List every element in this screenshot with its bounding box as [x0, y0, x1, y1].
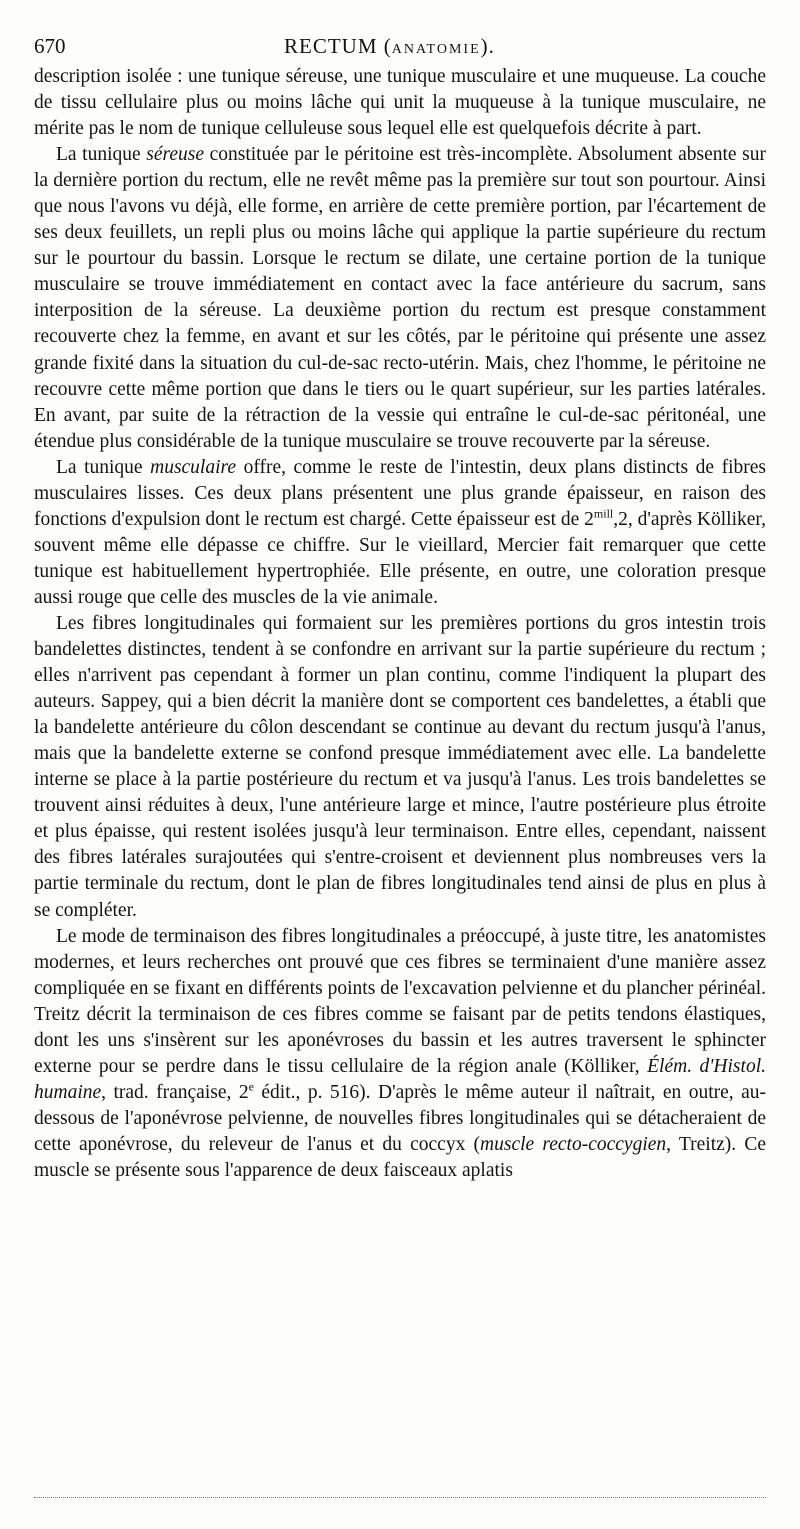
running-title-paren-open: (: [377, 34, 392, 58]
italic-term: muscle recto-coccygien: [480, 1133, 667, 1155]
page-number: 670: [34, 34, 66, 58]
paragraph-continuation: description isolée : une tunique séreuse, une tunique musculaire et une muqueuse. La couche de tissu cellulaire plus ou moins lâche qui unit la muqueuse à la tunique musculaire, ne mérite pas le nom de tunique celluleuse sous lequel elle est quelquefois décrite à part.: [34, 66, 766, 140]
text-run: Le mode de terminaison des fibres longitudinales a préoccupé, à juste titre, les anatomistes modernes, et leurs recherches ont prouvé que ces fibres se terminaient d'une manière assez compliquée en se fixant en différents points de l'excavation pelvienne et du plancher périnéal. Treitz décrit la terminaison de ces fibres comme se faisant par de petits tendons élastiques, dont les uns s'insèrent sur les aponévroses du bassin et les autres traversent le sphincter externe pour se perdre dans le tissu cellulaire de la région anale (Kölliker,: [34, 925, 766, 1077]
paragraph-fibres-longitudinales: Les fibres longitudinales qui formaient sur les premières portions du gros intestin trois bandelettes distinctes, tendent à se confondre en arrivant sur la partie supérieure du rectum ; elles n'arrivent pas cependant à former un plan continu, comme l'indiquent la plupart des auteurs. Sappey, qui a bien décrit la manière dont se comportent ces bandelettes, a établi que la bandelette antérieure du côlon descendant se continue au devant du rectum jusqu'à l'anus, mais que la bandelette externe se confond presque immédiatement avec elle. La bandelette interne se place à la partie postérieure du rectum et va jusqu'à l'anus. Les trois bandelettes se trouvent ainsi réduites à deux, l'une antérieure large et mince, l'autre postérieure plus étroite et plus épaisse, qui restent isolées jusqu'à leur terminaison. Entre elles, cependant, naissent des fibres latérales surajoutées qui s'entre-croisent et deviennent plus nombreuses vers la partie terminale du rectum, dont le plan de fibres longitudinales tend ainsi de plus en plus à se compléter.: [34, 612, 766, 921]
footer-divider: [34, 1497, 766, 1498]
italic-citation: Élém. d'Histol. humaine: [34, 1055, 766, 1103]
text-run: constituée par le péritoine est très-incomplète. Absolument absente sur la dernière portion du rectum, elle ne revêt même pas la première sur tout son pourtour. Ainsi que nous l'avons vu déjà, elle forme, en arrière de cette première portion, par l'écartement de ses deux feuillets, un repli plus ou moins lâche qui applique la partie supérieure du rectum sur le pourtour du bassin. Lorsque le rectum se dilate, une certaine portion de la tunique musculaire se trouve immédiatement en contact avec la face antérieure du sacrum, sans interposition de la séreuse. La deuxième portion du rectum est presque constamment recouverte chez la femme, en avant et sur les côtés, par le péritoine qui présente une assez grande fixité dans la situation du cul-de-sac recto-utérin. Mais, chez l'homme, le péritoine ne recouvre cette même portion que dans le tiers ou le quart supérieur, sur les parties latérales. En avant, par suite de la rétraction de la vessie qui entraîne le cul-de-sac péritonéal, une étendue plus considérable de la tunique musculaire se trouve recouverte par la séreuse.: [34, 144, 766, 452]
text-run: La tunique: [56, 456, 151, 478]
running-title-paren-close: ).: [480, 34, 495, 58]
text-run: offre, comme le reste de l'intestin, deux plans distincts de fibres musculaires lisses. Ces deux plans présentent une plus grande épaisseur, en raison des fonctions d'expulsion dont le rectum est chargé. Cette épaisseur est de 2: [34, 456, 766, 530]
text-run: édit., p. 516). D'après le même auteur il naîtrait, en outre, au-dessous de l'aponévrose pelvienne, de nouvelles fibres longitudinales qui se détacheraient de cette aponévrose, du releveur de l'anus et du coccyx (: [34, 1081, 767, 1155]
running-title-main: RECTUM: [284, 34, 378, 58]
italic-term: séreuse: [146, 144, 204, 166]
paragraph-tunique-sereuse: [34, 142, 766, 455]
running-title: [284, 34, 495, 59]
text-run: , trad. française, 2: [101, 1081, 249, 1103]
text-run: , Treitz). Ce muscle se présente sous l'apparence de deux faisceaux aplatis: [34, 1133, 766, 1181]
paragraph-mode-terminaison: [34, 924, 766, 1184]
superscript: e: [248, 1079, 254, 1094]
body-text: [34, 64, 766, 1184]
running-title-sub: ANATOMIE: [391, 42, 481, 57]
superscript: mill: [593, 506, 614, 521]
paragraph-tunique-musculaire: [34, 455, 766, 611]
italic-term: musculaire: [150, 456, 237, 478]
text-run: La tunique: [56, 144, 147, 166]
page-header: [34, 34, 766, 64]
text-run: ,2, d'après Kölliker, souvent même elle dépasse ce chiffre. Sur le vieillard, Mercier fait remarquer que cette tunique est habituellement hypertrophiée. Elle présente, en outre, une coloration presque aussi rouge que celle des muscles de la vie animale.: [34, 508, 766, 608]
